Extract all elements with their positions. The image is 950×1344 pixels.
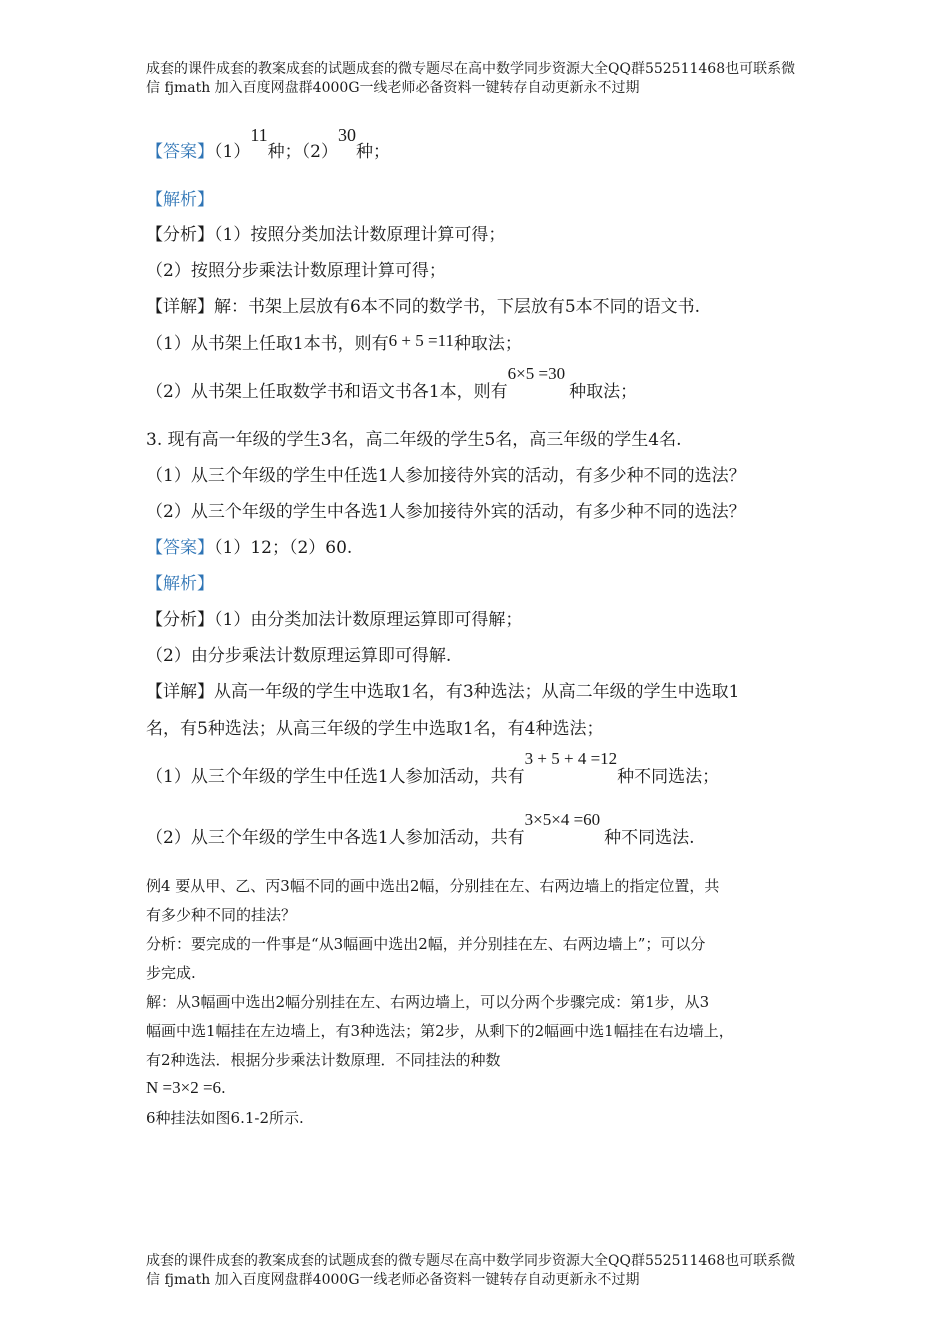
q2-step-2-text: （2）从书架上任取数学书和语文书各1本，则有 [146, 382, 508, 402]
ex4-line-3: 分析：要完成的一件事是“从3幅画中选出2幅，并分别挂在左、右两边墙上”；可以分 [146, 935, 706, 953]
q3-step-2 [146, 810, 695, 849]
q3-sub-2: （2）从三个年级的学生中各选1人参加接待外宾的活动，有多少种不同的选法？ [146, 502, 746, 522]
q3-stem: 3. 现有高一年级的学生3名，高二年级的学生5名，高三年级的学生4名. [146, 430, 682, 450]
answer-part-2: 种；（2） [267, 142, 338, 162]
q3-step-2-suffix: 种不同选法. [604, 828, 695, 848]
q3-step-2-equation: 3×5×4 =60 [524, 810, 601, 829]
ex4-line-4: 步完成. [146, 964, 196, 982]
ex4-line-5: 解：从3幅画中选出2幅分别挂在左、右两边墙上，可以分两个步骤完成：第1步，从3 [146, 993, 710, 1011]
q3-sub-1: （1）从三个年级的学生中任选1人参加接待外宾的活动，有多少种不同的选法？ [146, 466, 746, 486]
answer-part-1: （1） [214, 142, 251, 162]
ex4-line-9: 6种挂法如图6.1-2所示. [146, 1109, 304, 1127]
q3-answer: （1）12；（2）60. [214, 538, 353, 558]
ex4-line-8 [146, 1078, 226, 1098]
q2-answer-line [146, 125, 390, 163]
q2-analysis-1: 【分析】（1）按照分类加法计数原理计算可得； [146, 225, 506, 245]
q2-step-1 [146, 333, 522, 355]
page-footer-line-1: 成套的课件成套的教案成套的试题成套的微专题尽在高中数学同步资源大全QQ群552511468也可联系微 [146, 1253, 796, 1269]
q2-step-1-equation: 6 + 5 =11 [388, 331, 454, 350]
q3-analysis-1: 【分析】（1）由分类加法计数原理运算即可得解； [146, 610, 523, 630]
q3-answer-line [146, 537, 352, 559]
q2-step-1-text: （1）从书架上任取1本书，则有 [146, 334, 389, 354]
q2-analysis-2: （2）按照分步乘法计数原理计算可得； [146, 261, 446, 281]
page-header-line-2: 信 fjmath 加入百度网盘群4000G一线老师必备资料一键转存自动更新永不过期 [146, 80, 640, 96]
q3-detail-2: 名，有5种选法；从高三年级的学生中选取1名，有4种选法； [146, 719, 604, 739]
answer-part-3: 种； [356, 142, 390, 162]
ex4-equation-end: . [221, 1079, 226, 1097]
q2-step-1-suffix: 种取法； [453, 334, 522, 354]
ex4-line-6: 幅画中选1幅挂在左边墙上，有3种选法；第2步，从剩下的2幅画中选1幅挂在右边墙上， [146, 1022, 734, 1040]
q3-step-1-text: （1）从三个年级的学生中任选1人参加活动，共有 [146, 767, 525, 787]
q2-step-2-equation: 6×5 =30 [507, 364, 566, 383]
answer-value-1: 11 [250, 125, 268, 145]
ex4-equation: N =3×2 =6 [146, 1078, 222, 1097]
q3-step-1-suffix: 种不同选法； [617, 767, 720, 787]
q3-step-1 [146, 749, 720, 788]
q2-step-2-suffix: 种取法； [569, 382, 638, 402]
ex4-line-7: 有2种选法．根据分步乘法计数原理．不同挂法的种数 [146, 1051, 501, 1069]
q3-detail-1: 【详解】从高一年级的学生中选取1名，有3种选法；从高二年级的学生中选取1 [146, 682, 740, 702]
q3-jiexi-tag: 【解析】 [146, 574, 214, 594]
ex4-line-1: 例4 要从甲、乙、丙3幅不同的画中选出2幅，分别挂在左、右两边墙上的指定位置，共 [146, 877, 720, 895]
answer-tag: 【答案】 [146, 142, 214, 162]
q3-step-1-equation: 3 + 5 + 4 =12 [524, 749, 618, 768]
ex4-line-2: 有多少种不同的挂法？ [146, 906, 297, 924]
page-header-line-1: 成套的课件成套的教案成套的试题成套的微专题尽在高中数学同步资源大全QQ群552511468也可联系微 [146, 61, 796, 77]
q3-answer-tag: 【答案】 [146, 538, 214, 558]
q3-analysis-2: （2）由分步乘法计数原理运算即可得解. [146, 646, 452, 666]
page-footer-line-2: 信 fjmath 加入百度网盘群4000G一线老师必备资料一键转存自动更新永不过期 [146, 1272, 640, 1288]
q2-detail: 【详解】解：书架上层放有6本不同的数学书，下层放有5本不同的语文书. [146, 297, 701, 317]
answer-value-2: 30 [338, 125, 356, 145]
q3-step-2-text: （2）从三个年级的学生中各选1人参加活动，共有 [146, 828, 525, 848]
q2-step-2 [146, 364, 638, 403]
q2-jiexi-tag: 【解析】 [146, 190, 214, 210]
